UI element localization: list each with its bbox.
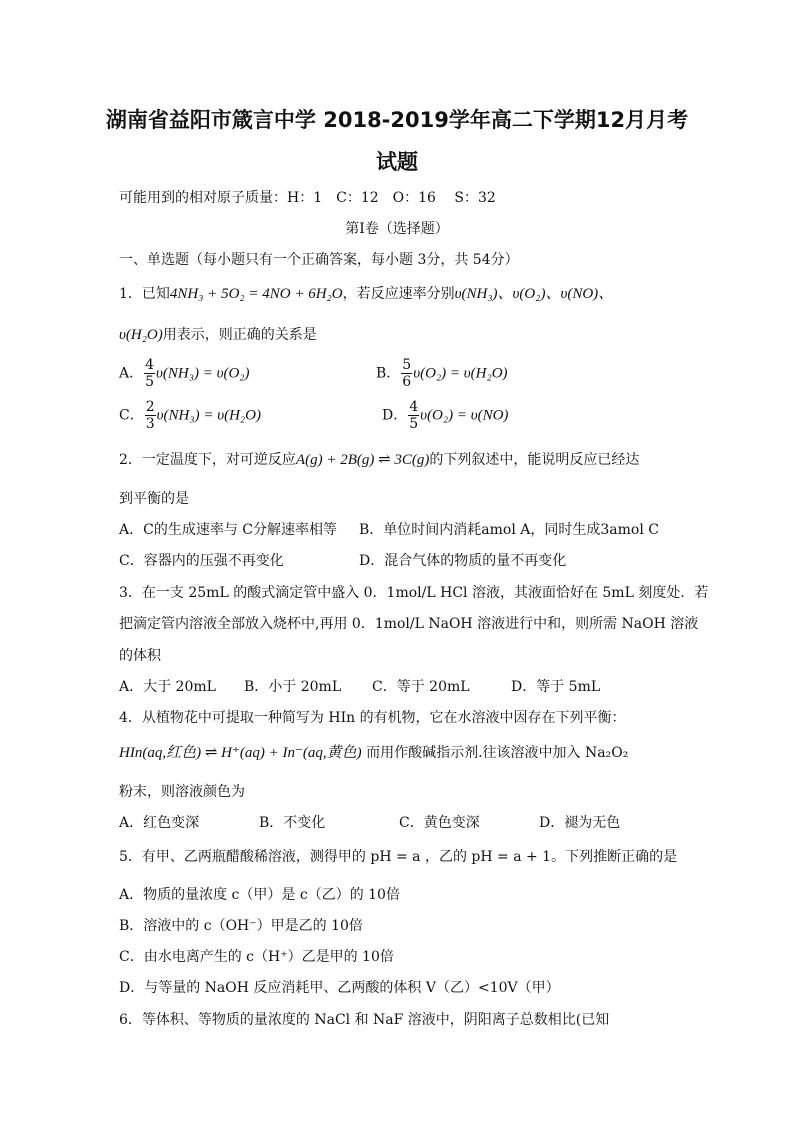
fraction: $\frac{5}{6}$ <box>402 357 412 390</box>
q6-stem: 6．等体积、等物质的量浓度的 NaCl 和 NaF 溶液中，阴阳离子总数相比(已知 <box>119 1012 610 1028</box>
q3-option-b: B．小于 20mL <box>244 679 342 695</box>
q1-stem-line2: υ(H₂O)用表示，则正确的关系是 <box>119 327 317 343</box>
q2-option-c: C．容器内的压强不再变化 <box>119 553 284 569</box>
q2-option-a: A．C的生成速率与 C分解速率相等 <box>119 522 337 538</box>
q5-stem: 5．有甲、乙两瓶醋酸稀溶液，测得甲的 pH = a ，乙的 pH = a + 1。下列推断正确的是 <box>119 849 678 865</box>
q4-stem-line3: 粉末，则溶液颜色为 <box>119 784 245 800</box>
q1-stem-line1: 1．已知4NH₃ + 5O₂ = 4NO + 6H₂O，若反应速率分别υ(NH₃)、υ(O₂)、υ(NO)、 <box>119 286 614 302</box>
q4-option-b: B．不变化 <box>259 815 326 831</box>
q3-option-d: D．等于 5mL <box>511 679 601 695</box>
q2-stem-line2: 到平衡的是 <box>119 491 189 507</box>
q2-option-d: D．混合气体的物质的量不再变化 <box>359 553 567 569</box>
q2-stem-line1: 2．一定温度下，对可逆反应A(g) + 2B(g) ⇌ 3C(g)的下列叙述中，能说明反应已经达 <box>119 452 640 468</box>
part-one-heading: 一、单选题（每小题只有一个正确答案，每小题 3分，共 54分） <box>119 252 519 268</box>
q3-stem-line3: 的体积 <box>119 648 161 664</box>
q4-option-d: D．褪为无色 <box>539 815 621 831</box>
fraction: $\frac{2}{3}$ <box>145 399 155 432</box>
q4-equation: HIn(aq,红色) ⇌ H⁺(aq) + In⁻(aq,黄色) <box>119 745 362 761</box>
q1-rates: υ(NH₃)、υ(O₂)、υ(NO)、 <box>454 286 614 302</box>
exam-title-line1: 湖南省益阳市箴言中学 2018-2019学年高二下学期12月月考 <box>105 108 689 132</box>
q1-option-d: D． $\frac{4}{5}$ υ(O₂) = υ(NO) <box>382 399 509 432</box>
q5-option-a: A．物质的量浓度 c（甲）是 c（乙）的 10倍 <box>119 887 400 903</box>
q2-equation: A(g) + 2B(g) ⇌ 3C(g) <box>295 452 430 468</box>
q4-stem-line1: 4．从植物花中可提取一种简写为 HIn 的有机物，它在水溶液中因存在下列平衡： <box>119 710 626 726</box>
q5-option-c: C．由水电离产生的 c（H⁺）乙是甲的 10倍 <box>119 949 394 965</box>
q1-option-c: C． $\frac{2}{3}$ υ(NH₃) = υ(H₂O) <box>119 399 261 432</box>
fraction: $\frac{4}{5}$ <box>145 357 155 390</box>
q3-stem-line1: 3．在一支 25mL 的酸式滴定管中盛入 0．1mol/L HCl 溶液，其液面恰好在 5mL 刻度处．若 <box>119 585 709 601</box>
q1-option-a: A． $\frac{4}{5}$ υ(NH₃) = υ(O₂) <box>119 357 250 390</box>
q2-option-b: B．单位时间内消耗amol A，同时生成3amol C <box>359 522 659 538</box>
q3-stem-line2: 把滴定管内溶液全部放入烧杯中,再用 0．1mol/L NaOH 溶液进行中和，则所需 NaOH 溶液 <box>119 616 699 632</box>
exam-title-line2: 试题 <box>376 150 418 174</box>
section-title: 第Ⅰ卷（选择题） <box>345 221 449 237</box>
q4-option-a: A．红色变深 <box>119 815 200 831</box>
q3-option-c: C．等于 20mL <box>372 679 470 695</box>
q4-stem-line2: HIn(aq,红色) ⇌ H⁺(aq) + In⁻(aq,黄色) 而用作酸碱指示剂.往该溶液中加入 Na₂O₂ <box>119 745 629 761</box>
q1-equation: 4NH₃ + 5O₂ = 4NO + 6H₂O <box>169 286 343 302</box>
q1-option-b: B． $\frac{5}{6}$ υ(O₂) = υ(H₂O) <box>376 357 508 390</box>
atomic-mass-note: 可能用到的相对原子质量：H：1 C：12 O：16 S：32 <box>119 190 496 206</box>
fraction: $\frac{4}{5}$ <box>409 399 419 432</box>
q5-option-b: B．溶液中的 c（OH⁻）甲是乙的 10倍 <box>119 918 363 934</box>
q5-option-d: D．与等量的 NaOH 反应消耗甲、乙两酸的体积 V（乙）<10V（甲） <box>119 980 560 996</box>
q4-option-c: C．黄色变深 <box>399 815 480 831</box>
q3-option-a: A．大于 20mL <box>119 679 216 695</box>
